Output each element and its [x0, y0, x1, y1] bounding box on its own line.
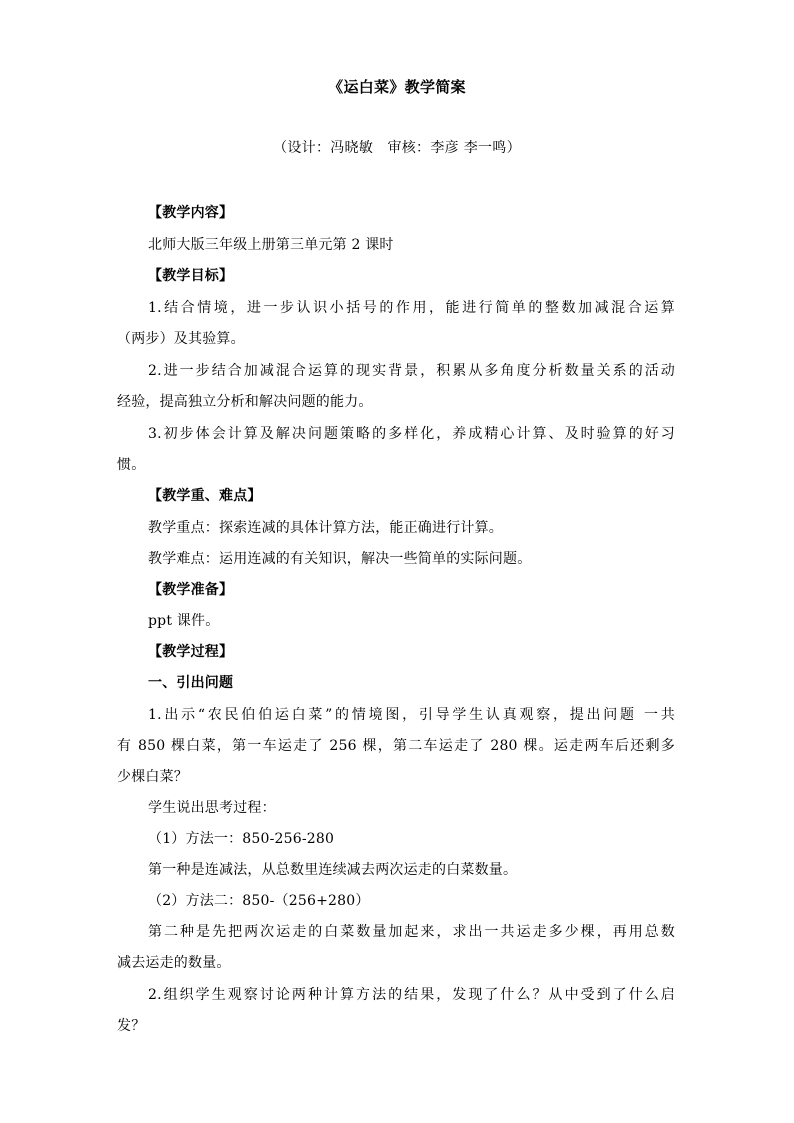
heading-teaching-content: 【教学内容】: [148, 205, 234, 221]
method-2-description-line-1: 第二种是先把两次运走的白菜数量加起来，求出一共运走多少棵，再用总数: [148, 924, 675, 940]
teaching-focus: 教学重点：探索连减的具体计算方法，能正确进行计算。: [148, 520, 503, 536]
goal-1-line-2: （两步）及其验算。: [117, 331, 245, 347]
teaching-difficulty: 教学难点：运用连减的有关知识，解决一些简单的实际问题。: [148, 551, 532, 567]
process-2-line-1: 2.组织学生观察讨论两种计算方法的结果，发现了什么？从中受到了什么启: [148, 987, 675, 1003]
process-1-line-1: 1.出示“农民伯伯运白菜”的情境图，引导学生认真观察，提出问题 一共: [148, 707, 675, 723]
think-process-label: 学生说出思考过程：: [148, 800, 276, 816]
process-1-line-3: 少棵白菜？: [117, 769, 188, 785]
heading-teaching-process: 【教学过程】: [148, 644, 234, 660]
goal-1-line-1: 1.结合情境，进一步认识小括号的作用，能进行简单的整数加减混合运算: [148, 300, 675, 316]
teaching-content-text: 北师大版三年级上册第三单元第 2 课时: [148, 237, 394, 253]
heading-teaching-goals: 【教学目标】: [148, 268, 234, 284]
document-subtitle: （设计：冯晓敏 审核：李彦 李一鸣）: [273, 140, 521, 156]
goal-2-line-2: 经验，提高独立分析和解决问题的能力。: [117, 394, 373, 410]
method-1-description: 第一种是连减法，从总数里连续减去两次运走的白菜数量。: [148, 862, 518, 878]
heading-teaching-prep: 【教学准备】: [148, 582, 234, 598]
heading-key-points: 【教学重、难点】: [148, 488, 262, 504]
goal-3-line-1: 3.初步体会计算及解决问题策略的多样化，养成精心计算、及时验算的好习: [148, 426, 675, 442]
goal-2-line-1: 2.进一步结合加减混合运算的现实背景，积累从多角度分析数量关系的活动: [148, 363, 675, 379]
method-2: （2）方法二：850-（256+280）: [148, 893, 370, 909]
method-1: （1）方法一：850-256-280: [148, 831, 335, 847]
part-1-title: 一、引出问题: [148, 675, 234, 691]
goal-3-line-2: 惯。: [117, 457, 146, 473]
teaching-prep-text: ppt 课件。: [148, 613, 220, 629]
method-2-description-line-2: 减去运走的数量。: [117, 955, 231, 971]
process-1-line-2: 有 850 棵白菜，第一车运走了 256 棵，第二车运走了 280 棵。运走两车后还剩多: [117, 738, 675, 754]
process-2-line-2: 发？: [117, 1018, 146, 1034]
document-title: 《运白菜》教学简案: [328, 78, 466, 96]
